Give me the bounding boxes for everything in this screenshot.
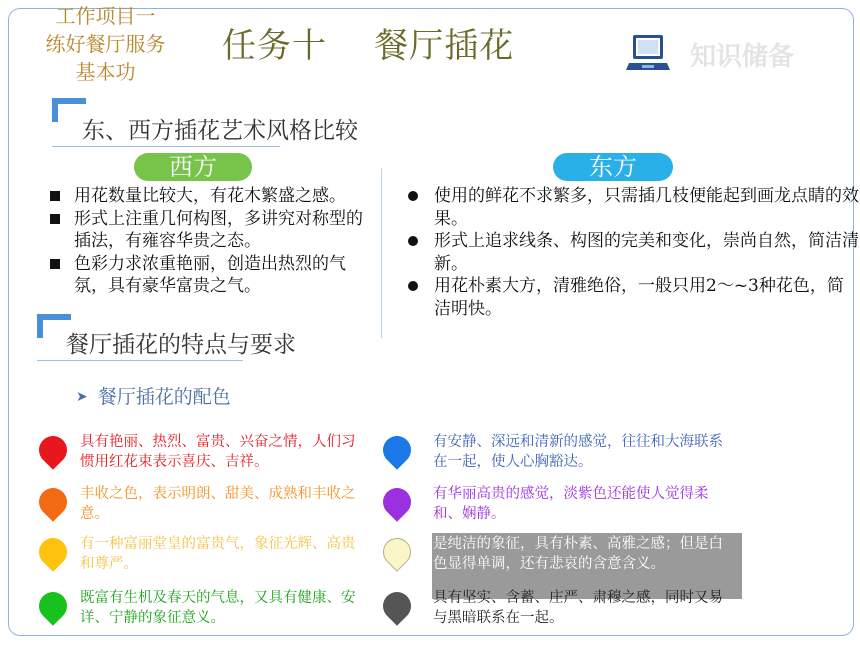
color-description: 具有坚实、含蓄、庄严、肃穆之感，同时又易与黑暗联系在一起。 — [433, 590, 723, 626]
west-label: 西方 — [134, 153, 252, 181]
list-item-text: 色彩力求浓重艳丽，创造出热烈的气氛，具有豪华富贵之气。 — [74, 253, 346, 296]
arrow-bullet-icon: ➤ — [76, 389, 88, 405]
color-pin-icon — [36, 486, 70, 526]
sub-heading-text: 餐厅插花的配色 — [97, 386, 231, 408]
list-item — [48, 208, 373, 253]
section-bracket — [52, 98, 86, 122]
project-title-line: 练好餐厅服务 — [45, 32, 166, 56]
dot-bullet-icon — [408, 281, 418, 291]
color-description: 丰收之色，表示明朗、甜美、成熟和丰收之意。 — [80, 486, 356, 522]
list-item-text: 形式上追求线条、构图的完美和变化，崇尚自然，简洁清新。 — [434, 231, 859, 274]
color-description: 有一种富丽堂皇的富贵气，象征光辉、高贵和尊严。 — [80, 536, 356, 572]
list-item-text: 用花数量比较大，有花木繁盛之感。 — [74, 186, 346, 206]
color-pin-icon — [380, 536, 414, 576]
list-item-text: 使用的鲜花不求繁多，只需插几枝便能起到画龙点睛的效果。 — [434, 186, 859, 229]
list-item — [48, 185, 373, 208]
color-description: 是纯洁的象征，具有朴素、高雅之感；但是白色显得单调，还有悲哀的含意含义。 — [433, 536, 723, 572]
color-description: 有华丽高贵的感觉，淡紫色还能使人觉得柔和、娴静。 — [433, 486, 709, 522]
sub-heading — [76, 382, 231, 409]
laptop-icon — [626, 33, 670, 73]
west-list — [48, 185, 373, 298]
list-item-text: 形式上注重几何构图，多讲究对称型的插法，有雍容华贵之态。 — [74, 208, 363, 251]
list-item — [408, 230, 860, 275]
list-item-text: 用花朴素大方，清雅绝俗，一般只用2～~3种花色，简洁明快。 — [434, 276, 844, 319]
pin-shape — [377, 430, 417, 470]
color-description: 既富有生机及春天的气息，又具有健康、安详、宁静的象征意义。 — [80, 590, 356, 626]
section-underline — [52, 146, 280, 147]
east-list — [408, 185, 860, 320]
color-pin-icon — [380, 434, 414, 474]
page-title: 任务十 餐厅插花 — [222, 26, 515, 66]
pin-shape — [33, 482, 73, 522]
color-description: 具有艳丽、热烈、富贵、兴奋之情，人们习惯用红花束表示喜庆、吉祥。 — [80, 434, 356, 470]
section-underline — [37, 360, 243, 361]
knowledge-label: 知识储备 — [690, 42, 795, 72]
color-pin-icon — [36, 536, 70, 576]
list-item — [408, 185, 860, 230]
color-pin-icon — [36, 434, 70, 474]
color-pin-icon — [36, 590, 70, 630]
dot-bullet-icon — [408, 236, 418, 246]
square-bullet-icon — [50, 214, 60, 224]
pin-shape — [33, 430, 73, 470]
project-title — [18, 2, 193, 86]
color-pin-icon — [380, 486, 414, 526]
section-title-compare: 东、西方插花艺术风格比较 — [82, 118, 358, 144]
pin-shape — [33, 532, 73, 572]
pin-shape — [377, 586, 417, 626]
pin-shape — [33, 586, 73, 626]
square-bullet-icon — [50, 259, 60, 269]
section-title-features: 餐厅插花的特点与要求 — [66, 332, 296, 358]
east-label: 东方 — [553, 153, 673, 181]
pin-shape — [377, 482, 417, 522]
project-title-line: 基本功 — [75, 60, 136, 84]
project-title-line: 工作项目一 — [55, 4, 156, 28]
color-description: 有安静、深远和清新的感觉，往往和大海联系在一起，使人心胸豁达。 — [433, 434, 723, 470]
list-item — [48, 253, 373, 298]
pin-shape — [377, 532, 417, 572]
color-pin-icon — [380, 590, 414, 630]
list-item — [408, 275, 860, 320]
column-divider — [381, 168, 382, 338]
dot-bullet-icon — [408, 191, 418, 201]
square-bullet-icon — [50, 191, 60, 201]
